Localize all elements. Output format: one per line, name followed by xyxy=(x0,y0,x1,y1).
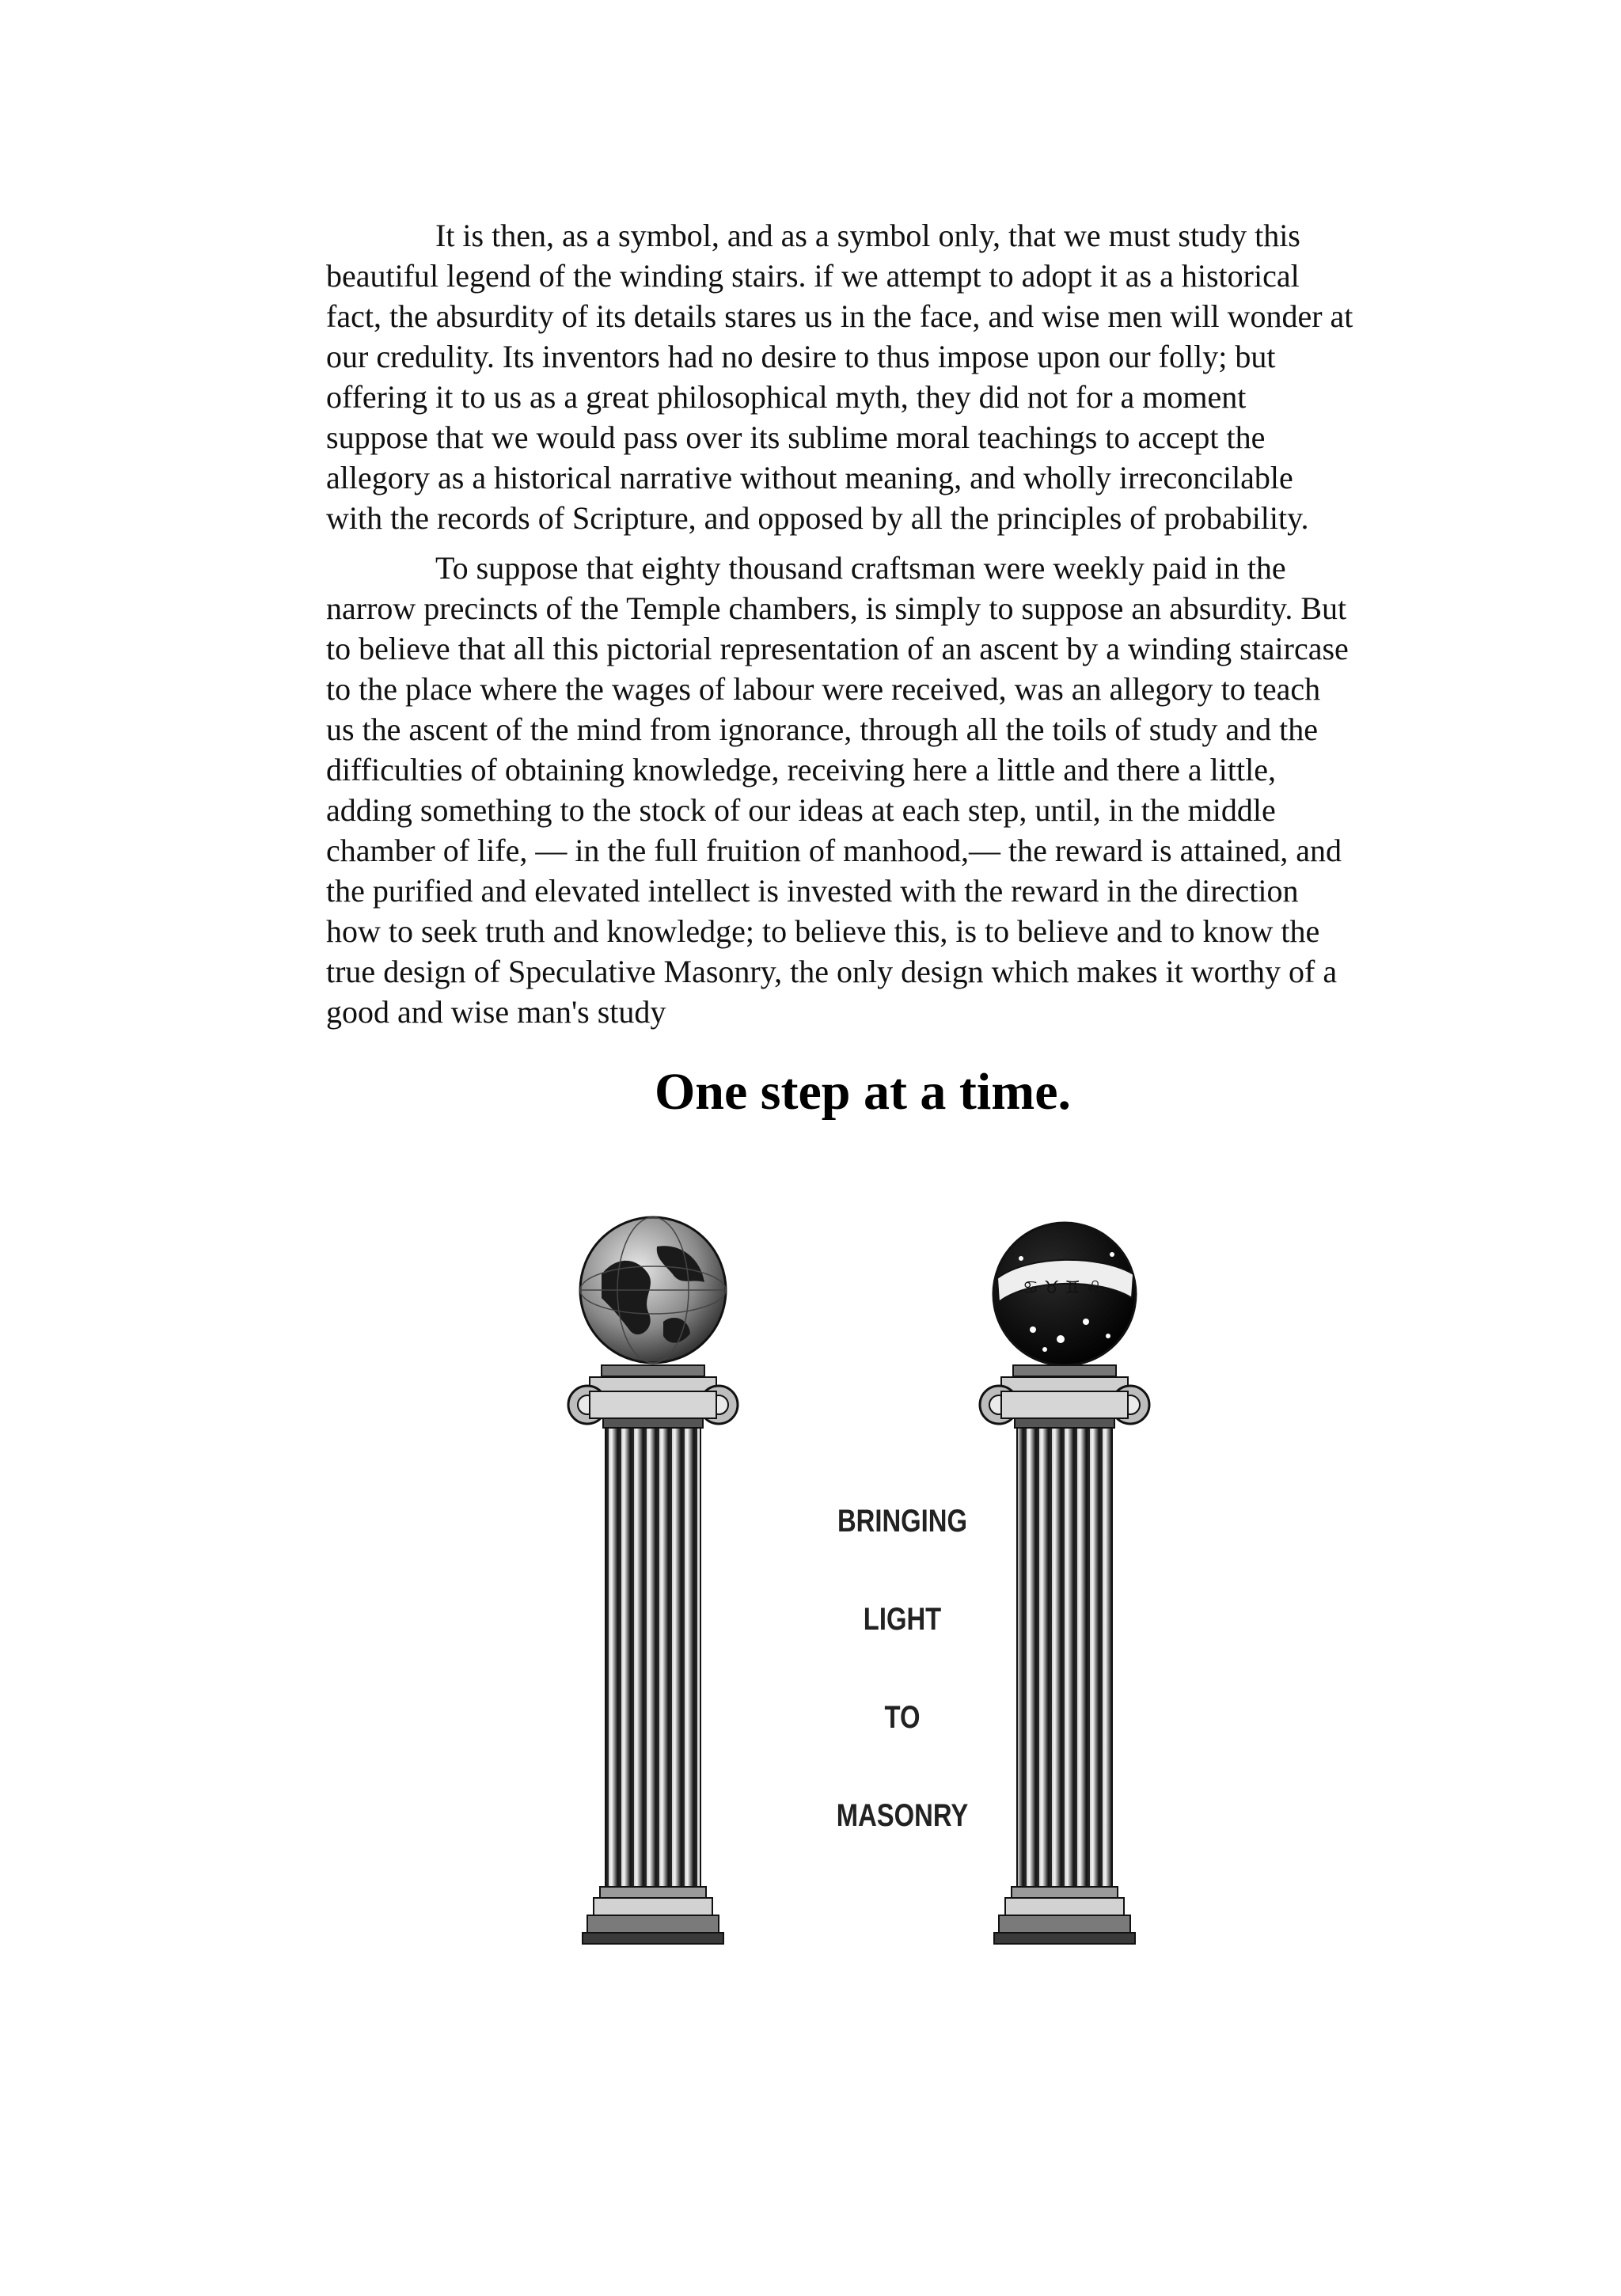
text-line: fact, the absurdity of its details stares us in the face, and wise men will wonder at xyxy=(326,298,1353,334)
text-line: difficulties of obtaining knowledge, receiving here a little and there a little, xyxy=(326,752,1276,787)
text-line: suppose that we would pass over its sublime moral teachings to accept the xyxy=(326,419,1266,455)
caption-line: MASONRY xyxy=(836,1798,969,1833)
text-line: the purified and elevated intellect is invested with the reward in the direction xyxy=(326,873,1299,909)
globe-icon xyxy=(580,1217,726,1363)
caption-line: TO xyxy=(884,1700,921,1735)
text-line: adding something to the stock of our ideas at each step, until, in the middle xyxy=(326,792,1276,828)
caption-line: BRINGING xyxy=(837,1504,967,1539)
celestial-globe-icon xyxy=(993,1223,1136,1365)
paragraph-1 xyxy=(326,215,1464,538)
text-line: narrow precincts of the Temple chambers, is simply to suppose an absurdity. But xyxy=(326,590,1347,626)
text-line: good and wise man's study xyxy=(326,994,666,1030)
paragraph-2 xyxy=(326,548,1464,1032)
body-text xyxy=(326,215,1464,1032)
text-line: beautiful legend of the winding stairs. if we attempt to adopt it as a historical xyxy=(326,258,1300,294)
text-line: It is then, as a symbol, and as a symbol only, that we must study this xyxy=(435,218,1300,253)
text-line: to the place where the wages of labour were received, was an allegory to teach xyxy=(326,671,1321,707)
text-line: offering it to us as a great philosophical myth, they did not for a moment xyxy=(326,379,1247,415)
page-heading: One step at a time. xyxy=(654,1063,1072,1121)
text-line: with the records of Scripture, and opposed by all the principles of probability. xyxy=(326,500,1309,536)
text-line: To suppose that eighty thousand craftsman were weekly paid in the xyxy=(435,550,1286,586)
text-line: chamber of life, — in the full fruition of manhood,— the reward is attained, and xyxy=(326,833,1342,868)
text-line: our credulity. Its inventors had no desire to thus impose upon our folly; but xyxy=(326,339,1276,374)
text-line: us the ascent of the mind from ignorance, through all the toils of study and the xyxy=(326,712,1319,747)
pillars-illustration xyxy=(554,1211,1203,2002)
right-pillar xyxy=(980,1223,1149,1944)
svg-text:♋ ♉ ♊ ♌: ♋ ♉ ♊ ♌ xyxy=(1023,1278,1102,1298)
text-line: how to seek truth and knowledge; to believe this, is to believe and to know the xyxy=(326,913,1320,949)
text-line: allegory as a historical narrative without meaning, and wholly irreconcilable xyxy=(326,460,1293,495)
caption-line: LIGHT xyxy=(863,1602,942,1637)
text-line: to believe that all this pictorial representation of an ascent by a winding staircase xyxy=(326,631,1349,666)
left-pillar xyxy=(568,1217,738,1944)
text-line: true design of Speculative Masonry, the only design which makes it worthy of a xyxy=(326,954,1338,989)
